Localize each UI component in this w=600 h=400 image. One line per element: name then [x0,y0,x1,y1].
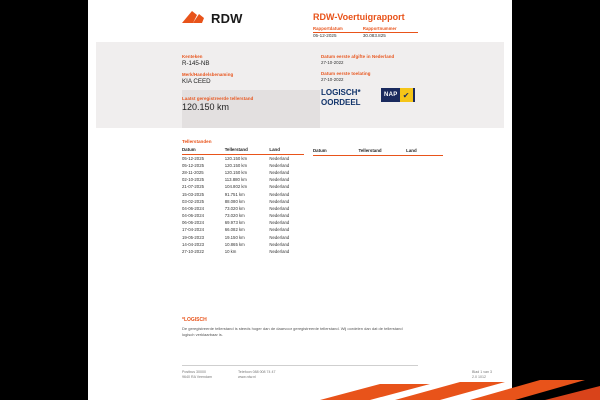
table-row [182,234,304,241]
footnote-body: De geregistreerde tellerstand is steeds hoger dan de daarvoor geregistreerde tellerstand. Wij oordelen dan dat de tellerstand logisch verklaarbaar is. [182,326,403,338]
cell-land: Nederland [269,205,290,211]
cell-land: Nederland [269,184,290,190]
decorative-streak [0,380,600,400]
cell-tellerstand: 120.150 km [224,155,248,161]
cell-land: Nederland [269,191,290,197]
cell-land: Nederland [269,177,290,183]
cell-tellerstand: 19.150 km [224,234,245,240]
table-body [182,154,304,255]
table-row [182,176,304,183]
footnote-title: *LOGISCH [182,317,207,324]
cell-land: Nederland [269,227,290,233]
cell-land: Nederland [269,162,290,168]
col-datum: Datum [182,147,225,154]
col-tellerstand-right: Tellerstand [359,148,407,155]
odometer-table [182,147,304,255]
cell-tellerstand: 113.880 km [224,177,247,183]
table-row [182,183,304,190]
footer-phone: Telefoon 088 008 74 47 [237,370,276,374]
cell-datum: 14-04-2023 [182,241,204,247]
rdw-wordmark: RDW [211,10,243,26]
cell-datum: 19-05-2023 [182,234,204,240]
footer-address [182,370,212,380]
cell-datum: 28-11-2025 [182,169,204,175]
cell-tellerstand: 104.802 km [224,184,248,190]
odometer-table-right [313,148,443,156]
table-row [182,241,304,248]
cell-land: Nederland [269,213,290,219]
cell-tellerstand: 73.020 km [224,213,245,219]
footnote [88,317,512,338]
footer-website: www.rdw.nl [237,375,256,379]
cell-land: Nederland [269,241,290,247]
verdict-line-2: OORDEEL [321,98,361,107]
cell-tellerstand: 91.751 km [224,191,245,197]
cell-tellerstand: 66.082 km [224,227,245,233]
col-land-right: Land [406,148,443,155]
report-date-value: 05-12-2025 [313,33,337,38]
cell-datum: 05-12-2025 [182,162,204,168]
nap-label: NAP [384,92,398,98]
cell-tellerstand: 120.150 km [224,169,248,175]
cell-land: Nederland [269,234,290,240]
col-land: Land [269,147,304,154]
table-row [182,212,304,219]
cell-datum: 03-02-2025 [182,198,204,204]
document-header [88,0,512,42]
cell-datum: 15-03-2025 [182,191,204,197]
col-datum-right: Datum [313,148,359,155]
cell-datum: 17-04-2024 [182,227,204,233]
table-row [182,154,304,162]
report-meta [313,26,397,38]
report-number-label: Rapportnummer [362,26,397,31]
mileage-label: Laatst geregistreerde tellerstand [182,96,254,101]
cell-land: Nederland [269,220,290,226]
footer-page-number: Blad 1 van 3 [472,370,492,374]
cell-tellerstand: 10 km [224,249,237,255]
vehicle-summary-band [96,42,504,128]
nap-badge [381,88,415,102]
merk-label: Merk/Handelsbenaming [182,72,234,77]
footer-contact [238,370,276,380]
table-row [182,248,304,255]
verdict-line-1: LOGISCH* [321,88,361,97]
cell-land: Nederland [269,249,290,255]
kenteken-value: R-145-NB [182,60,210,67]
cell-tellerstand: 120.150 km [224,162,248,168]
document-page [88,0,512,400]
document-footer [88,365,512,380]
cell-datum: 04-06-2024 [182,205,204,211]
cell-datum: 21-07-2025 [182,184,204,190]
verdict-text [321,88,361,108]
table-row [182,190,304,197]
mileage-value: 120.150 km [182,102,230,112]
first-admission-value: 27-10-2022 [321,77,344,82]
footer-address-line2: 9640 RA Veendam [182,375,212,379]
report-date-label: Rapportdatum [313,26,343,31]
cell-tellerstand: 69.973 km [224,220,245,226]
footer-pagination [472,370,492,380]
report-number [363,26,397,38]
vehicle-identity [182,54,322,90]
cell-tellerstand: 10.865 km [224,241,245,247]
cell-land: Nederland [269,169,290,175]
table-row [182,198,304,205]
registration-dates [321,54,451,88]
first-nl-registration-label: Datum eerste afgifte in Nederland [321,54,395,59]
table-header-row-right [313,148,443,155]
report-date [313,26,343,38]
table-row [182,205,304,212]
table-row [182,162,304,169]
table-row [182,226,304,233]
rdw-logo [180,10,243,26]
odometer-table-section [88,139,512,255]
col-tellerstand: Tellerstand [225,147,270,154]
cell-datum: 02-10-2025 [182,177,204,183]
first-nl-registration-value: 27-10-2022 [321,60,344,65]
cell-tellerstand: 73.020 km [224,205,245,211]
odometer-table-title: Tellerstanden [182,139,212,144]
first-admission-label: Datum eerste toelating [321,71,371,76]
footer-address-line1: Postbus 30000 [182,370,206,374]
merk-value: KIA CEED [182,78,211,85]
kenteken-label: Kenteken [182,54,203,59]
cell-datum: 05-12-2025 [182,155,204,161]
cell-datum: 06-06-2024 [182,220,204,226]
rdw-flame-icon [180,10,206,26]
footer-version: 2.0 1012 [472,375,487,379]
mileage-box [182,90,320,128]
report-title: RDW-Voertuigrapport [313,12,405,22]
table-row [182,219,304,226]
cell-tellerstand: 88.080 km [224,198,245,204]
cell-land: Nederland [269,198,290,204]
cell-datum: 04-06-2024 [182,213,204,219]
cell-land: Nederland [269,155,290,161]
report-number-value: 30.083.825 [362,33,386,38]
table-row [182,169,304,176]
table-header-row [182,147,304,154]
check-icon: ✔ [400,88,413,102]
cell-datum: 27-10-2022 [182,249,204,255]
